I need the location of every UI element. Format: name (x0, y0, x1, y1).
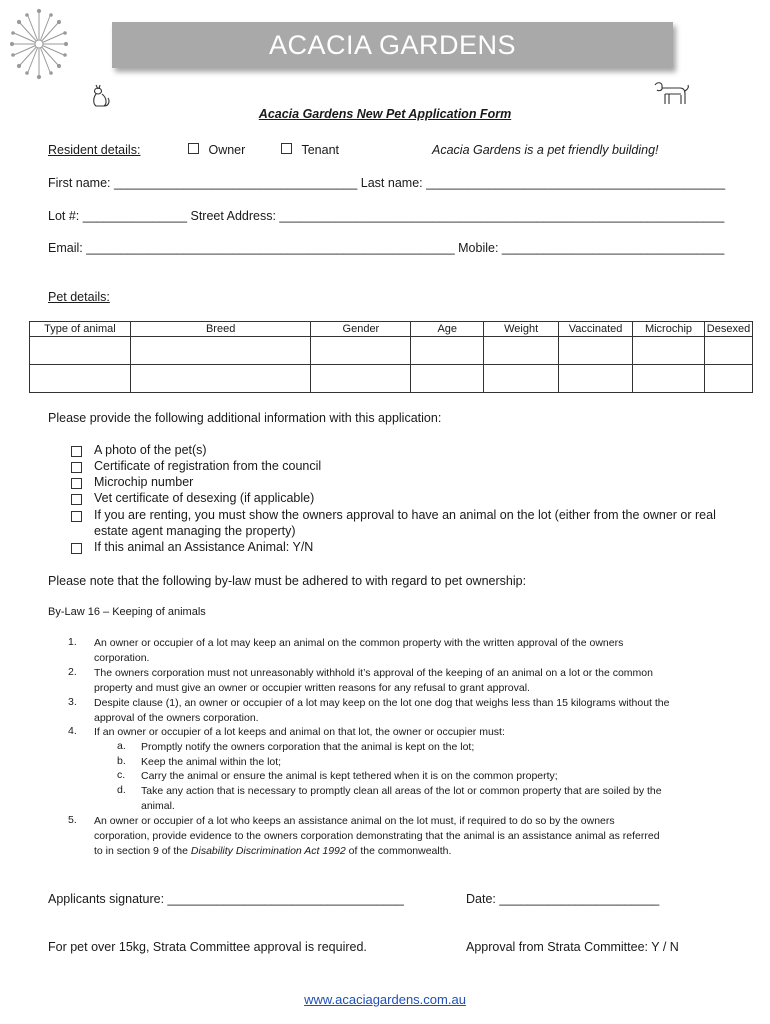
tenant-option[interactable] (281, 143, 339, 157)
subclause-text: Promptly notify the owners corporation that the animal is kept on the lot; (141, 741, 475, 753)
table-cell[interactable] (30, 365, 131, 393)
council-checkbox[interactable] (71, 462, 82, 473)
assistance-checkbox[interactable] (71, 543, 82, 554)
table-cell[interactable] (704, 365, 752, 393)
tenant-checkbox[interactable] (281, 143, 292, 154)
act-title: Disability Discrimination Act 1992 (190, 845, 346, 857)
column-header: Breed (130, 322, 311, 337)
renting-item: If you are renting, you must show the owners approval to have an animal on the lot (either from the owner or real (94, 508, 716, 522)
bylaw-note: Please note that the following by-law must be adhered to with regard to pet ownership: (48, 574, 527, 588)
table-cell[interactable] (704, 337, 752, 365)
bylaw-heading: By-Law 16 – Keeping of animals (48, 606, 206, 618)
microchip-item: Microchip number (94, 475, 194, 489)
table-cell[interactable] (633, 365, 705, 393)
table-cell[interactable] (411, 337, 484, 365)
column-header: Type of animal (30, 322, 131, 337)
table-cell[interactable] (559, 365, 633, 393)
subclause-letter: d. (117, 784, 126, 796)
pet-table (29, 321, 753, 393)
address-field-line[interactable]: Lot #: _______________ Street Address: ________________________________________________________________ (48, 209, 725, 223)
subclause-text: Carry the animal or ensure the animal is kept tethered when it is on the common property; (141, 770, 558, 782)
table-header-row (30, 322, 753, 337)
table-cell[interactable] (130, 337, 311, 365)
committee-approval: Approval from Strata Committee: Y / N (466, 940, 679, 954)
clause-text: An owner or occupier of a lot who keeps an assistance animal on the lot must, if required to do so by the owners corporation, provide evidence to the owners corporation demonstrating that the animal is an assistance animal as referred to in section 9 of the Disability Discrimination Act 1992 of the commonwealth. (94, 815, 660, 857)
additional-intro: Please provide the following additional information with this application: (48, 411, 442, 425)
table-cell[interactable] (311, 337, 411, 365)
vet-checkbox[interactable] (71, 494, 82, 505)
column-header: Weight (484, 322, 559, 337)
clause-text: If an owner or occupier of a lot keeps and animal on that lot, the owner or occupier must: (94, 726, 505, 738)
weight-note: For pet over 15kg, Strata Committee approval is required. (48, 940, 367, 954)
subclause-letter: a. (117, 740, 126, 752)
microchip-checkbox[interactable] (71, 478, 82, 489)
clause-number: 1. (68, 636, 77, 648)
sunburst-logo (10, 6, 68, 82)
clause-text: An owner or occupier of a lot may keep an animal on the common property with the written approval of the owners corporation. (94, 637, 624, 664)
table-row (30, 365, 753, 393)
title-banner (112, 22, 673, 68)
date-line[interactable]: Date: _______________________ (466, 892, 660, 906)
owner-label: Owner (208, 143, 246, 157)
website-link[interactable]: www.acaciagardens.com.au (304, 992, 466, 1007)
owner-checkbox[interactable] (188, 143, 199, 154)
subclause-text: Take any action that is necessary to promptly clean all areas of the lot or common property that are soiled by the animal. (141, 785, 662, 812)
council-item: Certificate of registration from the council (94, 459, 322, 473)
table-cell[interactable] (311, 365, 411, 393)
clause-text: The owners corporation must not unreasonably withhold it’s approval of the keeping of an animal on a lot or the common property and must give an owner or occupier written reasons for any refusal to grant approval. (94, 667, 653, 694)
table-cell[interactable] (559, 337, 633, 365)
table-cell[interactable] (633, 337, 705, 365)
column-header: Desexed (704, 322, 752, 337)
subclause-text: Keep the animal within the lot; (141, 756, 282, 768)
column-header: Age (411, 322, 484, 337)
column-header: Microchip (633, 322, 705, 337)
owner-option[interactable] (188, 143, 245, 157)
photo-checkbox[interactable] (71, 446, 82, 457)
table-cell[interactable] (130, 365, 311, 393)
tenant-label: Tenant (301, 143, 340, 157)
signature-line[interactable]: Applicants signature: __________________________________ (48, 892, 404, 906)
subclause-letter: b. (117, 755, 126, 767)
table-cell[interactable] (30, 337, 131, 365)
clause-number: 2. (68, 666, 77, 678)
pet-details-label: Pet details: (48, 290, 110, 304)
table-cell[interactable] (484, 365, 559, 393)
form-title: Acacia Gardens New Pet Application Form (258, 107, 512, 121)
column-header: Vaccinated (559, 322, 633, 337)
pet-friendly-note: Acacia Gardens is a pet friendly building! (432, 143, 659, 157)
sunburst-logo-svg (10, 6, 68, 82)
table-cell[interactable] (411, 365, 484, 393)
resident-details-label: Resident details: (48, 143, 141, 157)
column-header: Gender (311, 322, 411, 337)
renting-item-cont: estate agent managing the property) (94, 524, 296, 538)
photo-item: A photo of the pet(s) (94, 443, 207, 457)
renting-checkbox[interactable] (71, 511, 82, 522)
contact-field-line[interactable]: Email: _____________________________________________________ Mobile: ________________________________ (48, 241, 725, 255)
table-cell[interactable] (484, 337, 559, 365)
banner-title: ACACIA GARDENS (268, 30, 517, 60)
clause-number: 5. (68, 814, 77, 826)
clause-number: 3. (68, 696, 77, 708)
subclause-letter: c. (117, 769, 126, 781)
table-row (30, 337, 753, 365)
clause-text: Despite clause (1), an owner or occupier of a lot may keep on the lot one dog that weighs less than 15 kilograms without the approval of the owners corporation. (94, 697, 670, 724)
assistance-item: If this animal an Assistance Animal: Y/N (94, 540, 314, 554)
vet-item: Vet certificate of desexing (if applicable) (94, 491, 315, 505)
name-field-line[interactable]: First name: ___________________________________ Last name: ___________________________________________ (48, 176, 726, 190)
clause-number: 4. (68, 725, 77, 737)
